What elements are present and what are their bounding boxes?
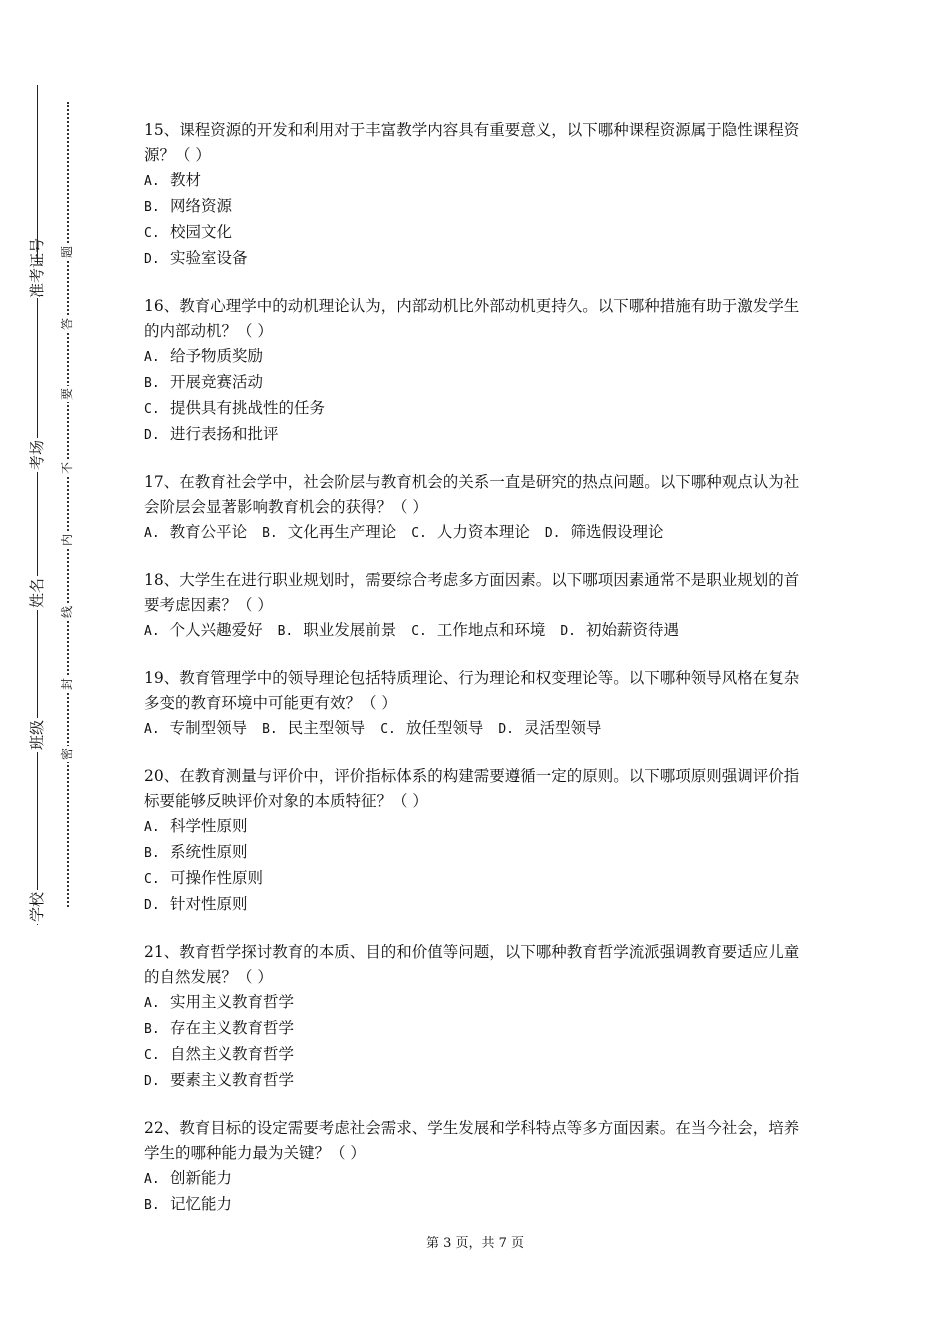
seal-char: 不 (60, 462, 74, 475)
inline-options (144, 716, 814, 742)
option-a-letter: A. (144, 624, 160, 639)
question-20 (144, 764, 814, 918)
option-a[interactable]: 专制型领导 (169, 719, 248, 737)
seal-char: 线 (60, 606, 74, 619)
option-c-letter: C. (380, 722, 396, 737)
question-stem: 18、大学生在进行职业规划时，需要综合考虑多方面因素。以下哪项因素通常不是职业规划的首要考虑因素？（ ） (144, 571, 800, 614)
option-b[interactable]: B. 开展竞赛活动 (144, 373, 264, 391)
option-a[interactable]: A. 创新能力 (144, 1169, 233, 1187)
question-stem: 21、教育哲学探讨教育的本质、目的和价值等问题，以下哪种教育哲学流派强调教育要适应儿童的自然发展？（ ） (144, 943, 800, 986)
option-c[interactable]: 人力资本理论 (436, 523, 530, 541)
field-label-name: 姓名 (28, 578, 46, 609)
option-b[interactable]: B. 系统性原则 (144, 843, 248, 861)
option-d[interactable]: 初始薪资待遇 (585, 621, 679, 639)
option-a[interactable]: 教育公平论 (169, 523, 248, 541)
option-c[interactable]: 放任型领导 (405, 719, 484, 737)
option-b-letter: B. (262, 722, 278, 737)
question-21 (144, 940, 814, 1094)
field-label-class: 班级 (28, 720, 46, 751)
question-19 (144, 666, 814, 742)
seal-char: 要 (60, 388, 74, 401)
seal-char: 内 (60, 534, 74, 547)
option-d-letter: D. (544, 526, 561, 541)
option-d-letter: D. (498, 722, 514, 737)
option-c-letter: C. (411, 624, 427, 639)
question-stem: 15、课程资源的开发和利用对于丰富教学内容具有重要意义，以下哪种课程资源属于隐性课程资源？（ ） (144, 121, 800, 164)
field-label-exam-room: 考场 (28, 440, 46, 471)
option-a[interactable]: 个人兴趣爱好 (169, 621, 263, 639)
option-d[interactable]: D. 进行表扬和批评 (144, 425, 279, 443)
option-c[interactable]: C. 校园文化 (144, 223, 233, 241)
question-17 (144, 470, 814, 546)
question-22 (144, 1116, 814, 1218)
option-b[interactable]: B. 存在主义教育哲学 (144, 1019, 295, 1037)
option-d[interactable]: 灵活型领导 (523, 719, 602, 737)
option-a[interactable]: A. 实用主义教育哲学 (144, 993, 295, 1011)
option-a-letter: A. (144, 526, 160, 541)
option-b[interactable]: B. 记忆能力 (144, 1195, 233, 1213)
option-b[interactable]: 职业发展前景 (303, 621, 397, 639)
inline-options (144, 520, 814, 546)
question-15 (144, 118, 814, 272)
option-c[interactable]: C. 可操作性原则 (144, 869, 264, 887)
seal-dotted-line (67, 102, 69, 907)
option-d-letter: D. (560, 624, 576, 639)
binding-solid-line (37, 85, 38, 925)
question-stem: 19、教育管理学中的领导理论包括特质理论、行为理论和权变理论等。以下哪种领导风格在复杂多变的教育环境中可能更有效？（ ） (144, 669, 800, 712)
seal-char: 密 (60, 748, 74, 761)
question-stem: 16、教育心理学中的动机理论认为，内部动机比外部动机更持久。以下哪种措施有助于激发学生的内部动机？（ ） (144, 297, 800, 340)
option-a[interactable]: A. 给予物质奖励 (144, 347, 264, 365)
option-d[interactable]: 筛选假设理论 (570, 523, 664, 541)
seal-char: 封 (60, 678, 74, 691)
field-label-school: 学校 (28, 892, 46, 923)
seal-char: 题 (60, 246, 74, 259)
option-c[interactable]: C. 自然主义教育哲学 (144, 1045, 295, 1063)
option-c[interactable]: 工作地点和环境 (436, 621, 546, 639)
option-a[interactable]: A. 教材 (144, 171, 202, 189)
option-d[interactable]: D. 针对性原则 (144, 895, 248, 913)
question-16 (144, 294, 814, 448)
question-stem: 22、教育目标的设定需要考虑社会需求、学生发展和学科特点等多方面因素。在当今社会，培养学生的哪种能力最为关键？（ ） (144, 1119, 800, 1162)
option-b[interactable]: B. 网络资源 (144, 197, 233, 215)
option-d[interactable]: D. 要素主义教育哲学 (144, 1071, 295, 1089)
option-b[interactable]: 文化再生产理论 (287, 523, 397, 541)
question-stem: 17、在教育社会学中，社会阶层与教育机会的关系一直是研究的热点问题。以下哪种观点认为社会阶层会显著影响教育机会的获得？（ ） (144, 473, 800, 516)
question-list (144, 118, 814, 1240)
seal-char: 答 (60, 318, 74, 331)
option-b[interactable]: 民主型领导 (287, 719, 366, 737)
question-stem: 20、在教育测量与评价中，评价指标体系的构建需要遵循一定的原则。以下哪项原则强调评价指标要能够反映评价对象的本质特征？（ ） (144, 767, 800, 810)
option-c[interactable]: C. 提供具有挑战性的任务 (144, 399, 326, 417)
question-18 (144, 568, 814, 644)
option-d[interactable]: D. 实验室设备 (144, 249, 248, 267)
option-b-letter: B. (277, 624, 294, 639)
option-a[interactable]: A. 科学性原则 (144, 817, 248, 835)
option-a-letter: A. (144, 722, 160, 737)
option-b-letter: B. (262, 526, 278, 541)
inline-options (144, 618, 814, 644)
page-number: 第 3 页，共 7 页 (425, 1236, 525, 1251)
option-c-letter: C. (411, 526, 427, 541)
field-label-admission-number: 准考证号 (28, 237, 46, 298)
